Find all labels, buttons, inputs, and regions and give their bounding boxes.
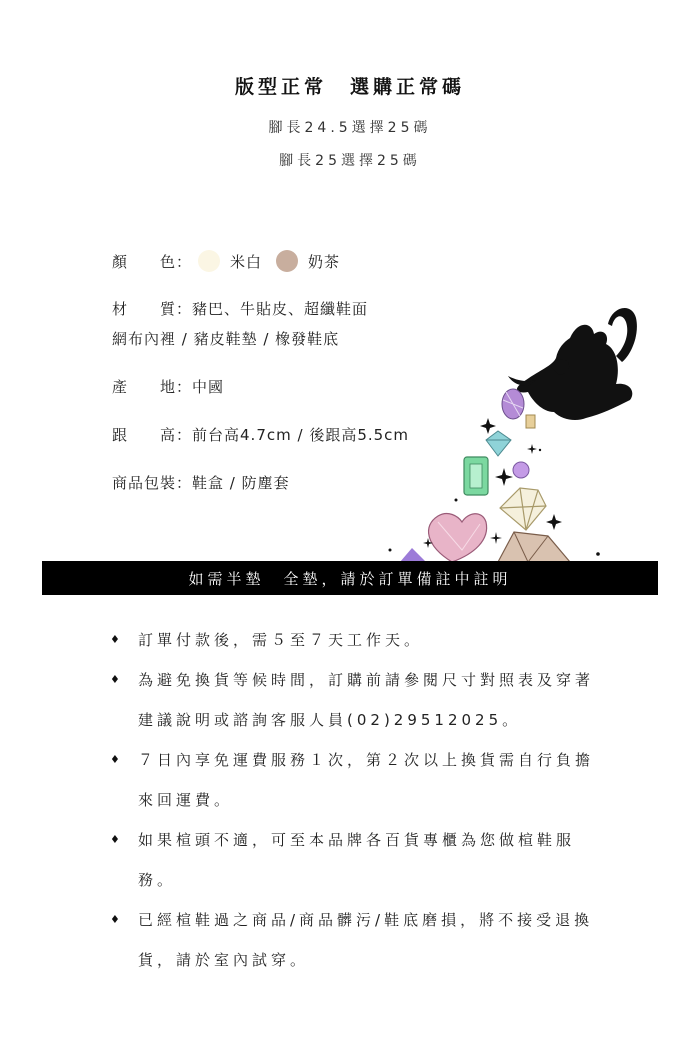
origin-value: 中國: [192, 378, 225, 396]
heel-value: 前台高4.7cm / 後跟高5.5cm: [192, 426, 410, 444]
color-swatch-1: [198, 250, 220, 272]
page-title: 版型正常 選購正常碼: [234, 76, 465, 98]
spec-material-row: [112, 298, 368, 319]
color-swatch-2: [276, 250, 298, 272]
gem-purple-corner: [400, 548, 426, 562]
note-text: 為避免換貨等候時間，訂購前請參閱尺寸對照表及穿著建議說明或諮詢客服人員(02)29512025。: [138, 671, 595, 729]
color-name-1: 米白: [230, 252, 263, 271]
teapot-gems-illustration: [380, 300, 700, 565]
spec-heel-row: [112, 424, 409, 445]
package-label: 商品包裝：: [112, 474, 193, 492]
spec-origin-row: [112, 376, 224, 397]
color-label: 顏 色：: [112, 252, 193, 271]
spec-color-row: [112, 250, 340, 272]
note-text: 訂單付款後，需５至７天工作天。: [138, 631, 424, 649]
heel-label: 跟 高：: [112, 426, 193, 444]
gem-teal-diamond: [486, 431, 511, 456]
gem-green-emerald: [464, 457, 488, 495]
note-text: ７日內享免運費服務１次，第２次以上換貨需自行負擔來回運費。: [138, 751, 595, 809]
list-item: [110, 660, 600, 740]
material-label: 材 質：: [112, 300, 193, 318]
diamond-bullet-icon: ♦: [110, 753, 124, 766]
fit-note-2: 腳長25選擇25碼: [279, 153, 421, 169]
gem-gold-small: [526, 415, 535, 428]
diamond-bullet-icon: ♦: [110, 913, 124, 926]
notes-list: [110, 620, 600, 980]
fit-note-1: 腳長24.5選擇25碼: [268, 120, 432, 136]
gem-gold-diamond: [500, 488, 546, 530]
note-text: 已經楦鞋過之商品/商品髒污/鞋底磨損，將不接受退換貨，請於室內試穿。: [138, 911, 594, 969]
gem-pink-heart: [429, 514, 487, 562]
teapot-icon: [508, 308, 637, 420]
spec-package-row: [112, 472, 290, 493]
list-item: [110, 900, 600, 980]
gem-purple-oval: [502, 389, 524, 419]
spec-material-line2: 網布內裡 / 豬皮鞋墊 / 橡發鞋底: [112, 330, 340, 348]
material-value: 豬巴、牛貼皮、超纖鞋面: [192, 300, 369, 318]
package-value: 鞋盒 / 防塵套: [192, 474, 290, 492]
diamond-bullet-icon: ♦: [110, 673, 124, 686]
note-text: 如果楦頭不適，可至本品牌各百貨專櫃為您做楦鞋服務。: [138, 831, 576, 889]
diamond-bullet-icon: ♦: [110, 833, 124, 846]
list-item: [110, 820, 600, 900]
color-name-2: 奶茶: [308, 252, 341, 271]
list-item: [110, 740, 600, 820]
gem-bronze-box: [498, 532, 570, 562]
origin-label: 產 地：: [112, 378, 193, 396]
diamond-bullet-icon: ♦: [110, 633, 124, 646]
gem-purple-round: [513, 462, 529, 478]
banner-half-full-insole: 如需半墊 全墊，請於訂單備註中註明: [42, 561, 658, 595]
list-item: [110, 620, 600, 660]
